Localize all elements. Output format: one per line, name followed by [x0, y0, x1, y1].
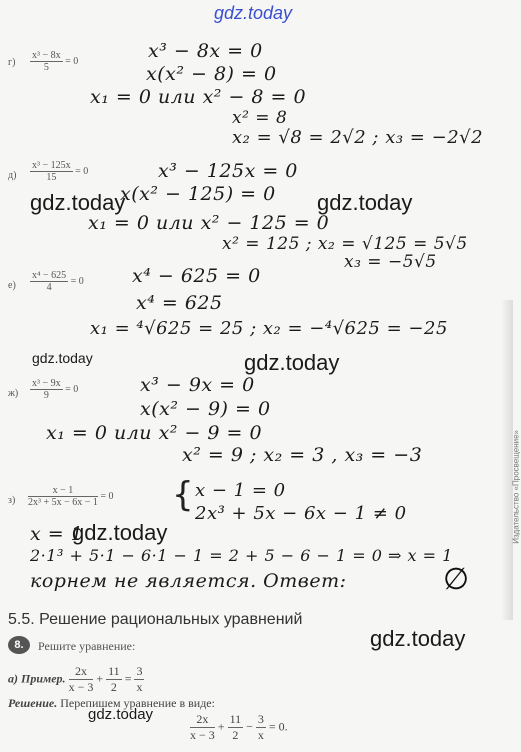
- task-d-num: x³ − 125x: [32, 160, 71, 171]
- e-line-3: x₁ = ⁴√625 = 25 ; x₂ = −⁴√625 = −25: [90, 318, 448, 339]
- task-g-num: x³ − 8x: [32, 50, 61, 61]
- task-zh-rhs: = 0: [65, 383, 79, 395]
- task-e-den: 4: [46, 282, 52, 293]
- z-line-1: x = 1: [30, 523, 84, 545]
- ex-t1-den: x − 3: [68, 680, 94, 694]
- watermark: gdz.today: [72, 520, 168, 545]
- re-t2-den: 2: [232, 728, 239, 742]
- zh-line-3: x₁ = 0 или x² − 9 = 0: [46, 422, 263, 444]
- task-d-den: 15: [46, 172, 57, 183]
- empty-set-answer: ∅: [443, 562, 470, 597]
- g-line-3: x₁ = 0 или x² − 8 = 0: [90, 86, 307, 108]
- re-t1-den: x − 3: [190, 728, 215, 742]
- task-zh-fraction: [30, 378, 78, 401]
- task-zh-num: x³ − 9x: [32, 378, 61, 389]
- rewritten-equation: $\frac{2x}{x - 3}$ + $\frac{11}{2}$ − $\frac{3}{x}$ = 0.: [190, 712, 288, 742]
- task-label-z: з): [8, 495, 16, 506]
- task-g-fraction: [30, 50, 78, 73]
- re-rhs: = 0.: [268, 719, 288, 734]
- task-e-num: x⁴ − 625: [32, 270, 67, 281]
- d-line-2: x(x² − 125) = 0: [120, 183, 276, 205]
- e-line-1: x⁴ − 625 = 0: [132, 265, 261, 287]
- g-line-4: x² = 8: [232, 108, 288, 128]
- task-z-rhs: = 0: [100, 490, 114, 502]
- watermark: gdz.today: [88, 706, 154, 723]
- d-line-1: x³ − 125x = 0: [158, 160, 298, 182]
- section-title: 5.5. Решение рациональных уравнений: [8, 611, 303, 628]
- d-line-5: x₃ = −5√5: [344, 252, 437, 272]
- task-label-g: г): [8, 57, 16, 68]
- ex-t3-num: 3: [136, 664, 143, 678]
- zh-line-2: x(x² − 9) = 0: [140, 398, 271, 420]
- z-system-2: 2x³ + 5x − 6x − 1 ≠ 0: [195, 503, 407, 524]
- exercise-prompt: Решите уравнение:: [38, 639, 136, 653]
- task-zh-den: 9: [43, 390, 49, 401]
- task-e-rhs: = 0: [70, 275, 84, 287]
- example-row: а) Пример. $\frac{2x}{x - 3}$ + $\frac{11}{2}$ = $\frac{3}{x}$: [8, 664, 143, 694]
- g-line-2: x(x² − 8) = 0: [146, 63, 277, 85]
- watermark: gdz.today: [317, 190, 413, 215]
- watermark-top: gdz.today: [214, 3, 293, 23]
- publisher-side-text: Издательство «Просвещение»: [512, 430, 521, 544]
- ex-t2-den: 2: [110, 680, 117, 694]
- watermark: gdz.today: [244, 350, 340, 375]
- watermark: gdz.today: [370, 626, 466, 651]
- task-label-d: д): [8, 170, 17, 181]
- z-line-2: 2·1³ + 5·1 − 6·1 − 1 = 2 + 5 − 6 − 1 = 0 ⇒ x = 1: [30, 546, 453, 565]
- task-d-rhs: = 0: [75, 165, 89, 177]
- solution-text: Перепишем уравнение в виде:: [60, 696, 215, 710]
- ex-t2-num: 11: [108, 664, 120, 678]
- watermark: gdz.today: [30, 190, 126, 215]
- re-t3-num: 3: [257, 712, 264, 726]
- g-line-5: x₂ = √8 = 2√2 ; x₃ = −2√2: [232, 127, 484, 148]
- d-line-3: x₁ = 0 или x² − 125 = 0: [88, 212, 330, 234]
- task-label-zh: ж): [8, 388, 19, 399]
- example-label: а) Пример.: [8, 671, 66, 686]
- re-t2-num: 11: [229, 712, 242, 726]
- solution-label: Решение.: [8, 696, 58, 710]
- z-line-3: корнем не является. Ответ:: [30, 570, 347, 592]
- task-g-rhs: = 0: [65, 55, 79, 67]
- system-brace: {: [172, 475, 194, 515]
- d-line-4: x² = 125 ; x₂ = √125 = 5√5: [222, 234, 468, 254]
- zh-line-4: x² = 9 ; x₂ = 3 , x₃ = −3: [182, 444, 423, 466]
- z-system-1: x − 1 = 0: [195, 480, 286, 501]
- task-z-den: 2x³ + 5x − 6x − 1: [28, 497, 98, 508]
- task-z-fraction: [28, 485, 114, 508]
- task-z-num: x − 1: [28, 485, 98, 497]
- task-label-e: е): [8, 280, 16, 291]
- e-line-2: x⁴ = 625: [136, 292, 223, 314]
- ex-t3-den: x: [136, 680, 143, 694]
- watermark: gdz.today: [32, 350, 93, 366]
- g-line-1: x³ − 8x = 0: [148, 40, 263, 62]
- re-t1-num: 2x: [190, 712, 215, 728]
- task-e-fraction: [30, 270, 84, 293]
- zh-line-1: x³ − 9x = 0: [140, 374, 255, 396]
- exercise-badge: 8.: [8, 636, 30, 654]
- ex-t1-num: 2x: [69, 664, 94, 680]
- re-t3-den: x: [257, 728, 264, 742]
- task-g-den: 5: [43, 62, 49, 73]
- task-d-fraction: [30, 160, 88, 183]
